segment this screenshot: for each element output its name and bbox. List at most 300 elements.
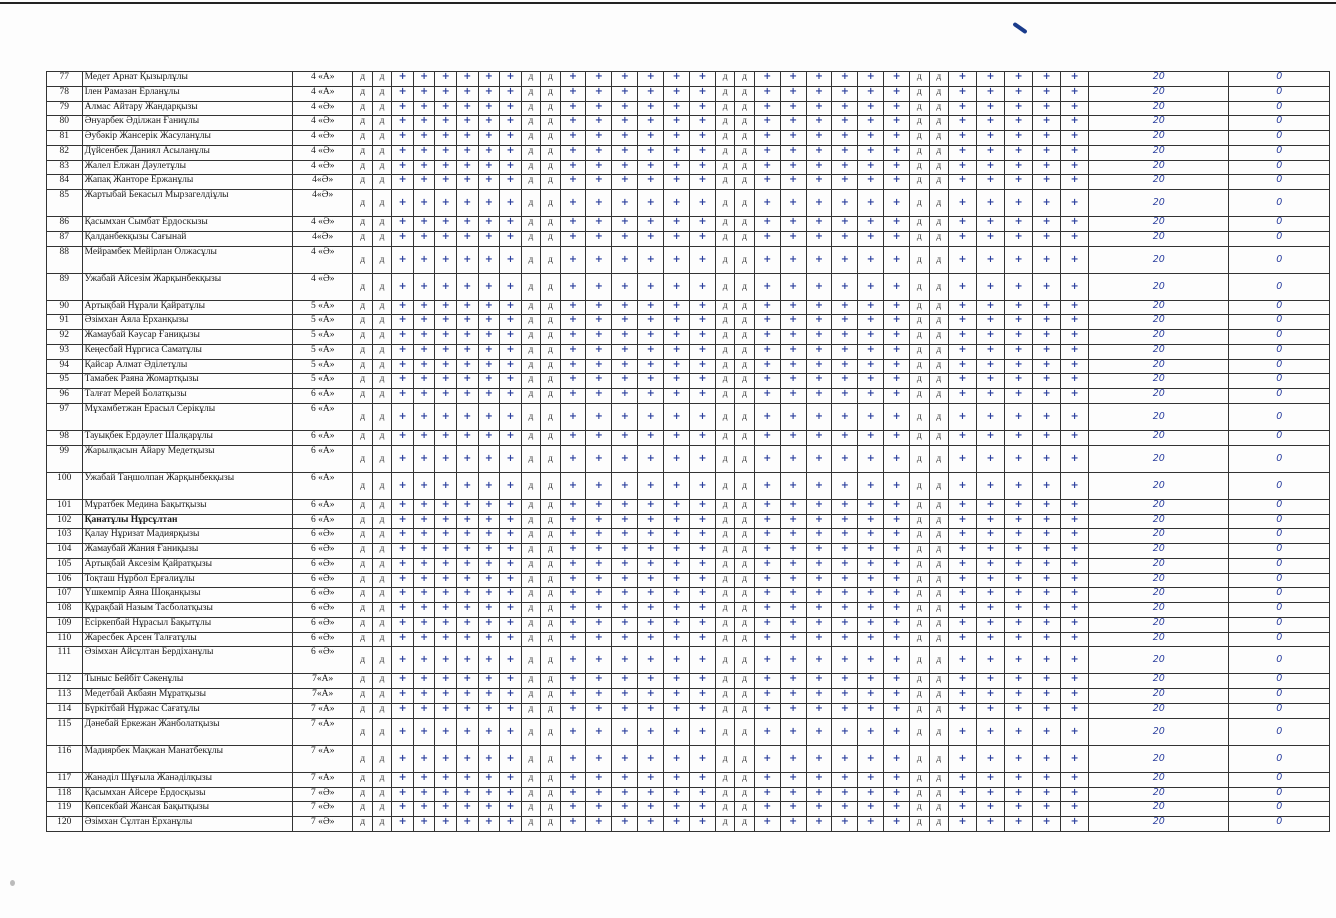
day-off-cell: д <box>521 273 540 300</box>
attendance-mark: + <box>1033 603 1061 618</box>
day-off-cell: д <box>715 431 734 446</box>
table-row <box>47 374 1330 389</box>
day-off-cell: д <box>353 344 372 359</box>
day-off-cell: д <box>372 718 391 745</box>
attendance-mark: + <box>413 359 435 374</box>
attendance-mark: + <box>690 772 716 787</box>
attendance-mark: + <box>858 772 884 787</box>
attendance-mark: + <box>664 246 690 273</box>
attendance-mark: + <box>500 131 522 146</box>
student-name: Жанәділ Шұғыла Жанәділқызы <box>82 772 292 787</box>
attendance-mark: + <box>392 445 414 472</box>
attendance-mark: + <box>884 674 910 689</box>
attendance-mark: + <box>690 544 716 559</box>
attendance-mark: + <box>664 718 690 745</box>
attendance-mark: + <box>858 514 884 529</box>
day-off-cell: д <box>715 499 734 514</box>
attendance-mark: + <box>586 445 612 472</box>
row-number: 106 <box>47 573 83 588</box>
row-number: 95 <box>47 374 83 389</box>
row-number: 94 <box>47 359 83 374</box>
day-off-cell: д <box>715 787 734 802</box>
attendance-mark: + <box>977 802 1005 817</box>
attendance-mark: + <box>858 529 884 544</box>
attendance-mark: + <box>977 689 1005 704</box>
day-off-cell: д <box>353 588 372 603</box>
attendance-mark: + <box>586 389 612 404</box>
attendance-mark: + <box>948 389 976 404</box>
attendance-mark: + <box>435 359 457 374</box>
total-score: 20 <box>1089 802 1229 817</box>
attendance-mark: + <box>1005 603 1033 618</box>
day-off-cell: д <box>353 116 372 131</box>
attendance-mark: + <box>754 175 780 190</box>
attendance-mark: + <box>392 472 414 499</box>
attendance-mark: + <box>586 544 612 559</box>
day-off-cell: д <box>910 359 929 374</box>
attendance-mark: + <box>612 300 638 315</box>
table-row <box>47 344 1330 359</box>
attendance-mark: + <box>392 273 414 300</box>
day-off-cell: д <box>372 573 391 588</box>
total-score: 20 <box>1089 145 1229 160</box>
class-label: 7 «А» <box>293 772 353 787</box>
attendance-mark: + <box>832 817 858 832</box>
attendance-mark: + <box>457 86 479 101</box>
day-off-cell: д <box>541 617 560 632</box>
attendance-mark: + <box>560 86 586 101</box>
day-off-cell: д <box>910 647 929 674</box>
attendance-mark: + <box>1061 745 1089 772</box>
attendance-mark: + <box>560 647 586 674</box>
attendance-mark: + <box>1061 101 1089 116</box>
day-off-cell: д <box>910 86 929 101</box>
day-off-cell: д <box>521 674 540 689</box>
class-label: 7 «А» <box>293 745 353 772</box>
attendance-mark: + <box>780 404 806 431</box>
attendance-mark: + <box>638 359 664 374</box>
attendance-mark: + <box>478 190 500 217</box>
attendance-mark: + <box>948 514 976 529</box>
attendance-mark: + <box>586 772 612 787</box>
attendance-mark: + <box>664 689 690 704</box>
attendance-mark: + <box>832 558 858 573</box>
attendance-mark: + <box>478 246 500 273</box>
attendance-mark: + <box>1061 231 1089 246</box>
attendance-mark: + <box>478 330 500 345</box>
attendance-mark: + <box>457 315 479 330</box>
day-off-cell: д <box>521 389 540 404</box>
attendance-mark: + <box>1061 116 1089 131</box>
day-off-cell: д <box>910 787 929 802</box>
attendance-mark: + <box>500 802 522 817</box>
day-off-cell: д <box>372 217 391 232</box>
attendance-mark: + <box>1033 344 1061 359</box>
attendance-mark: + <box>1033 632 1061 647</box>
attendance-mark: + <box>754 359 780 374</box>
attendance-mark: + <box>806 231 832 246</box>
attendance-mark: + <box>478 787 500 802</box>
attendance-mark: + <box>413 101 435 116</box>
attendance-mark: + <box>586 300 612 315</box>
day-off-cell: д <box>372 558 391 573</box>
attendance-mark: + <box>806 802 832 817</box>
attendance-mark: + <box>457 300 479 315</box>
attendance-mark: + <box>664 472 690 499</box>
attendance-mark: + <box>478 617 500 632</box>
attendance-mark: + <box>413 499 435 514</box>
attendance-mark: + <box>413 603 435 618</box>
attendance-mark: + <box>457 101 479 116</box>
attendance-mark: + <box>392 175 414 190</box>
table-row <box>47 802 1330 817</box>
absence-count: 0 <box>1229 558 1330 573</box>
attendance-mark: + <box>858 499 884 514</box>
table-row <box>47 558 1330 573</box>
day-off-cell: д <box>372 330 391 345</box>
attendance-mark: + <box>435 374 457 389</box>
attendance-mark: + <box>754 558 780 573</box>
attendance-mark: + <box>884 647 910 674</box>
row-number: 119 <box>47 802 83 817</box>
class-label: 6 «А» <box>293 431 353 446</box>
day-off-cell: д <box>541 273 560 300</box>
attendance-mark: + <box>948 445 976 472</box>
absence-count: 0 <box>1229 674 1330 689</box>
attendance-mark: + <box>612 689 638 704</box>
attendance-mark: + <box>690 445 716 472</box>
student-name: Медет Арнат Қызырлұлы <box>82 72 292 87</box>
attendance-mark: + <box>500 344 522 359</box>
day-off-cell: д <box>735 330 754 345</box>
day-off-cell: д <box>353 499 372 514</box>
attendance-mark: + <box>435 231 457 246</box>
attendance-mark: + <box>586 647 612 674</box>
attendance-mark: + <box>1061 86 1089 101</box>
attendance-mark: + <box>457 529 479 544</box>
total-score: 20 <box>1089 190 1229 217</box>
attendance-mark: + <box>690 787 716 802</box>
attendance-mark: + <box>435 718 457 745</box>
attendance-mark: + <box>948 330 976 345</box>
attendance-mark: + <box>948 101 976 116</box>
day-off-cell: д <box>372 389 391 404</box>
day-off-cell: д <box>715 175 734 190</box>
class-label: 5 «А» <box>293 359 353 374</box>
attendance-mark: + <box>500 374 522 389</box>
attendance-mark: + <box>500 404 522 431</box>
attendance-mark: + <box>884 86 910 101</box>
attendance-mark: + <box>780 72 806 87</box>
total-score: 20 <box>1089 772 1229 787</box>
day-off-cell: д <box>372 445 391 472</box>
total-score: 20 <box>1089 359 1229 374</box>
attendance-mark: + <box>500 689 522 704</box>
day-off-cell: д <box>910 404 929 431</box>
attendance-mark: + <box>612 514 638 529</box>
attendance-mark: + <box>832 745 858 772</box>
attendance-mark: + <box>832 445 858 472</box>
attendance-mark: + <box>478 802 500 817</box>
day-off-cell: д <box>541 160 560 175</box>
attendance-mark: + <box>1033 787 1061 802</box>
absence-count: 0 <box>1229 544 1330 559</box>
attendance-mark: + <box>612 330 638 345</box>
day-off-cell: д <box>541 802 560 817</box>
attendance-mark: + <box>413 817 435 832</box>
attendance-mark: + <box>806 116 832 131</box>
attendance-mark: + <box>858 389 884 404</box>
attendance-mark: + <box>858 86 884 101</box>
attendance-mark: + <box>858 101 884 116</box>
attendance-mark: + <box>977 315 1005 330</box>
attendance-mark: + <box>754 718 780 745</box>
day-off-cell: д <box>372 344 391 359</box>
attendance-mark: + <box>977 217 1005 232</box>
attendance-mark: + <box>780 231 806 246</box>
attendance-mark: + <box>1061 160 1089 175</box>
table-row <box>47 175 1330 190</box>
day-off-cell: д <box>910 374 929 389</box>
attendance-mark: + <box>858 404 884 431</box>
attendance-mark: + <box>1033 431 1061 446</box>
attendance-mark: + <box>413 647 435 674</box>
attendance-mark: + <box>392 802 414 817</box>
attendance-mark: + <box>478 300 500 315</box>
day-off-cell: д <box>541 217 560 232</box>
attendance-mark: + <box>884 802 910 817</box>
attendance-mark: + <box>858 603 884 618</box>
attendance-mark: + <box>638 603 664 618</box>
attendance-mark: + <box>690 72 716 87</box>
attendance-mark: + <box>478 72 500 87</box>
day-off-cell: д <box>372 431 391 446</box>
class-label: 5 «А» <box>293 344 353 359</box>
attendance-mark: + <box>1061 529 1089 544</box>
attendance-mark: + <box>780 514 806 529</box>
day-off-cell: д <box>735 217 754 232</box>
attendance-mark: + <box>690 231 716 246</box>
day-off-cell: д <box>353 472 372 499</box>
attendance-mark: + <box>612 315 638 330</box>
attendance-mark: + <box>392 217 414 232</box>
attendance-mark: + <box>500 175 522 190</box>
class-label: 7 «Ә» <box>293 817 353 832</box>
attendance-mark: + <box>638 674 664 689</box>
day-off-cell: д <box>910 231 929 246</box>
attendance-mark: + <box>1061 359 1089 374</box>
day-off-cell: д <box>715 231 734 246</box>
table-row <box>47 389 1330 404</box>
attendance-mark: + <box>392 603 414 618</box>
attendance-mark: + <box>638 145 664 160</box>
day-off-cell: д <box>372 190 391 217</box>
attendance-mark: + <box>884 246 910 273</box>
day-off-cell: д <box>735 72 754 87</box>
class-label: 5 «А» <box>293 300 353 315</box>
day-off-cell: д <box>735 603 754 618</box>
attendance-mark: + <box>478 344 500 359</box>
attendance-mark: + <box>478 315 500 330</box>
table-row <box>47 273 1330 300</box>
attendance-mark: + <box>977 231 1005 246</box>
day-off-cell: д <box>372 175 391 190</box>
class-label: 4 «Ә» <box>293 116 353 131</box>
attendance-mark: + <box>977 544 1005 559</box>
day-off-cell: д <box>929 231 948 246</box>
attendance-mark: + <box>977 772 1005 787</box>
attendance-mark: + <box>500 160 522 175</box>
day-off-cell: д <box>541 404 560 431</box>
attendance-mark: + <box>500 617 522 632</box>
day-off-cell: д <box>353 330 372 345</box>
attendance-mark: + <box>690 689 716 704</box>
attendance-mark: + <box>780 359 806 374</box>
attendance-mark: + <box>1033 472 1061 499</box>
day-off-cell: д <box>353 802 372 817</box>
day-off-cell: д <box>735 246 754 273</box>
day-off-cell: д <box>735 231 754 246</box>
attendance-mark: + <box>1033 445 1061 472</box>
day-off-cell: д <box>372 145 391 160</box>
student-name: Қалау Нұризат Мадиярқызы <box>82 529 292 544</box>
row-number: 97 <box>47 404 83 431</box>
attendance-mark: + <box>858 273 884 300</box>
attendance-mark: + <box>392 617 414 632</box>
student-name: Көпсекбай Жансая Бақытқызы <box>82 802 292 817</box>
attendance-mark: + <box>1033 674 1061 689</box>
attendance-mark: + <box>690 472 716 499</box>
attendance-mark: + <box>806 558 832 573</box>
row-number: 80 <box>47 116 83 131</box>
day-off-cell: д <box>541 787 560 802</box>
table-row <box>47 632 1330 647</box>
attendance-mark: + <box>586 689 612 704</box>
day-off-cell: д <box>735 445 754 472</box>
attendance-mark: + <box>1033 573 1061 588</box>
day-off-cell: д <box>353 817 372 832</box>
day-off-cell: д <box>541 674 560 689</box>
attendance-mark: + <box>435 330 457 345</box>
attendance-mark: + <box>664 787 690 802</box>
absence-count: 0 <box>1229 514 1330 529</box>
attendance-mark: + <box>457 674 479 689</box>
class-label: 7 «А» <box>293 718 353 745</box>
day-off-cell: д <box>541 718 560 745</box>
attendance-mark: + <box>1005 703 1033 718</box>
attendance-mark: + <box>586 231 612 246</box>
attendance-mark: + <box>435 802 457 817</box>
attendance-mark: + <box>392 160 414 175</box>
table-row <box>47 674 1330 689</box>
day-off-cell: д <box>910 603 929 618</box>
attendance-mark: + <box>1061 217 1089 232</box>
attendance-mark: + <box>500 445 522 472</box>
day-off-cell: д <box>735 175 754 190</box>
table-row <box>47 603 1330 618</box>
attendance-mark: + <box>612 674 638 689</box>
attendance-mark: + <box>560 718 586 745</box>
day-off-cell: д <box>521 374 540 389</box>
attendance-mark: + <box>392 101 414 116</box>
day-off-cell: д <box>372 787 391 802</box>
attendance-mark: + <box>560 145 586 160</box>
attendance-mark: + <box>638 529 664 544</box>
attendance-mark: + <box>832 389 858 404</box>
attendance-mark: + <box>1005 802 1033 817</box>
day-off-cell: д <box>910 544 929 559</box>
attendance-mark: + <box>500 499 522 514</box>
day-off-cell: д <box>929 190 948 217</box>
absence-count: 0 <box>1229 817 1330 832</box>
attendance-mark: + <box>948 674 976 689</box>
table-row <box>47 101 1330 116</box>
attendance-mark: + <box>948 817 976 832</box>
attendance-mark: + <box>1061 632 1089 647</box>
attendance-mark: + <box>664 617 690 632</box>
day-off-cell: д <box>372 359 391 374</box>
attendance-mark: + <box>832 674 858 689</box>
attendance-mark: + <box>690 745 716 772</box>
attendance-mark: + <box>664 674 690 689</box>
row-number: 88 <box>47 246 83 273</box>
attendance-mark: + <box>1033 101 1061 116</box>
attendance-mark: + <box>1061 588 1089 603</box>
day-off-cell: д <box>372 86 391 101</box>
attendance-mark: + <box>1061 603 1089 618</box>
total-score: 20 <box>1089 445 1229 472</box>
day-off-cell: д <box>929 431 948 446</box>
attendance-mark: + <box>806 246 832 273</box>
day-off-cell: д <box>715 529 734 544</box>
attendance-mark: + <box>638 718 664 745</box>
attendance-mark: + <box>1033 160 1061 175</box>
attendance-mark: + <box>977 445 1005 472</box>
attendance-mark: + <box>1033 116 1061 131</box>
attendance-mark: + <box>435 544 457 559</box>
attendance-mark: + <box>780 603 806 618</box>
class-label: 4 «Ә» <box>293 273 353 300</box>
attendance-mark: + <box>832 404 858 431</box>
day-off-cell: д <box>929 86 948 101</box>
day-off-cell: д <box>929 300 948 315</box>
day-off-cell: д <box>715 703 734 718</box>
total-score: 20 <box>1089 246 1229 273</box>
attendance-mark: + <box>457 617 479 632</box>
attendance-mark: + <box>977 617 1005 632</box>
attendance-mark: + <box>690 131 716 146</box>
attendance-mark: + <box>858 745 884 772</box>
day-off-cell: д <box>910 431 929 446</box>
attendance-mark: + <box>612 573 638 588</box>
student-name: Тауықбек Ердәулет Шалқарұлы <box>82 431 292 446</box>
absence-count: 0 <box>1229 273 1330 300</box>
day-off-cell: д <box>372 544 391 559</box>
attendance-mark: + <box>832 273 858 300</box>
attendance-mark: + <box>780 330 806 345</box>
day-off-cell: д <box>715 359 734 374</box>
attendance-mark: + <box>832 431 858 446</box>
attendance-mark: + <box>478 145 500 160</box>
attendance-mark: + <box>586 603 612 618</box>
attendance-mark: + <box>1061 617 1089 632</box>
total-score: 20 <box>1089 231 1229 246</box>
day-off-cell: д <box>929 674 948 689</box>
day-off-cell: д <box>929 101 948 116</box>
attendance-mark: + <box>858 160 884 175</box>
attendance-mark: + <box>478 647 500 674</box>
attendance-mark: + <box>435 300 457 315</box>
